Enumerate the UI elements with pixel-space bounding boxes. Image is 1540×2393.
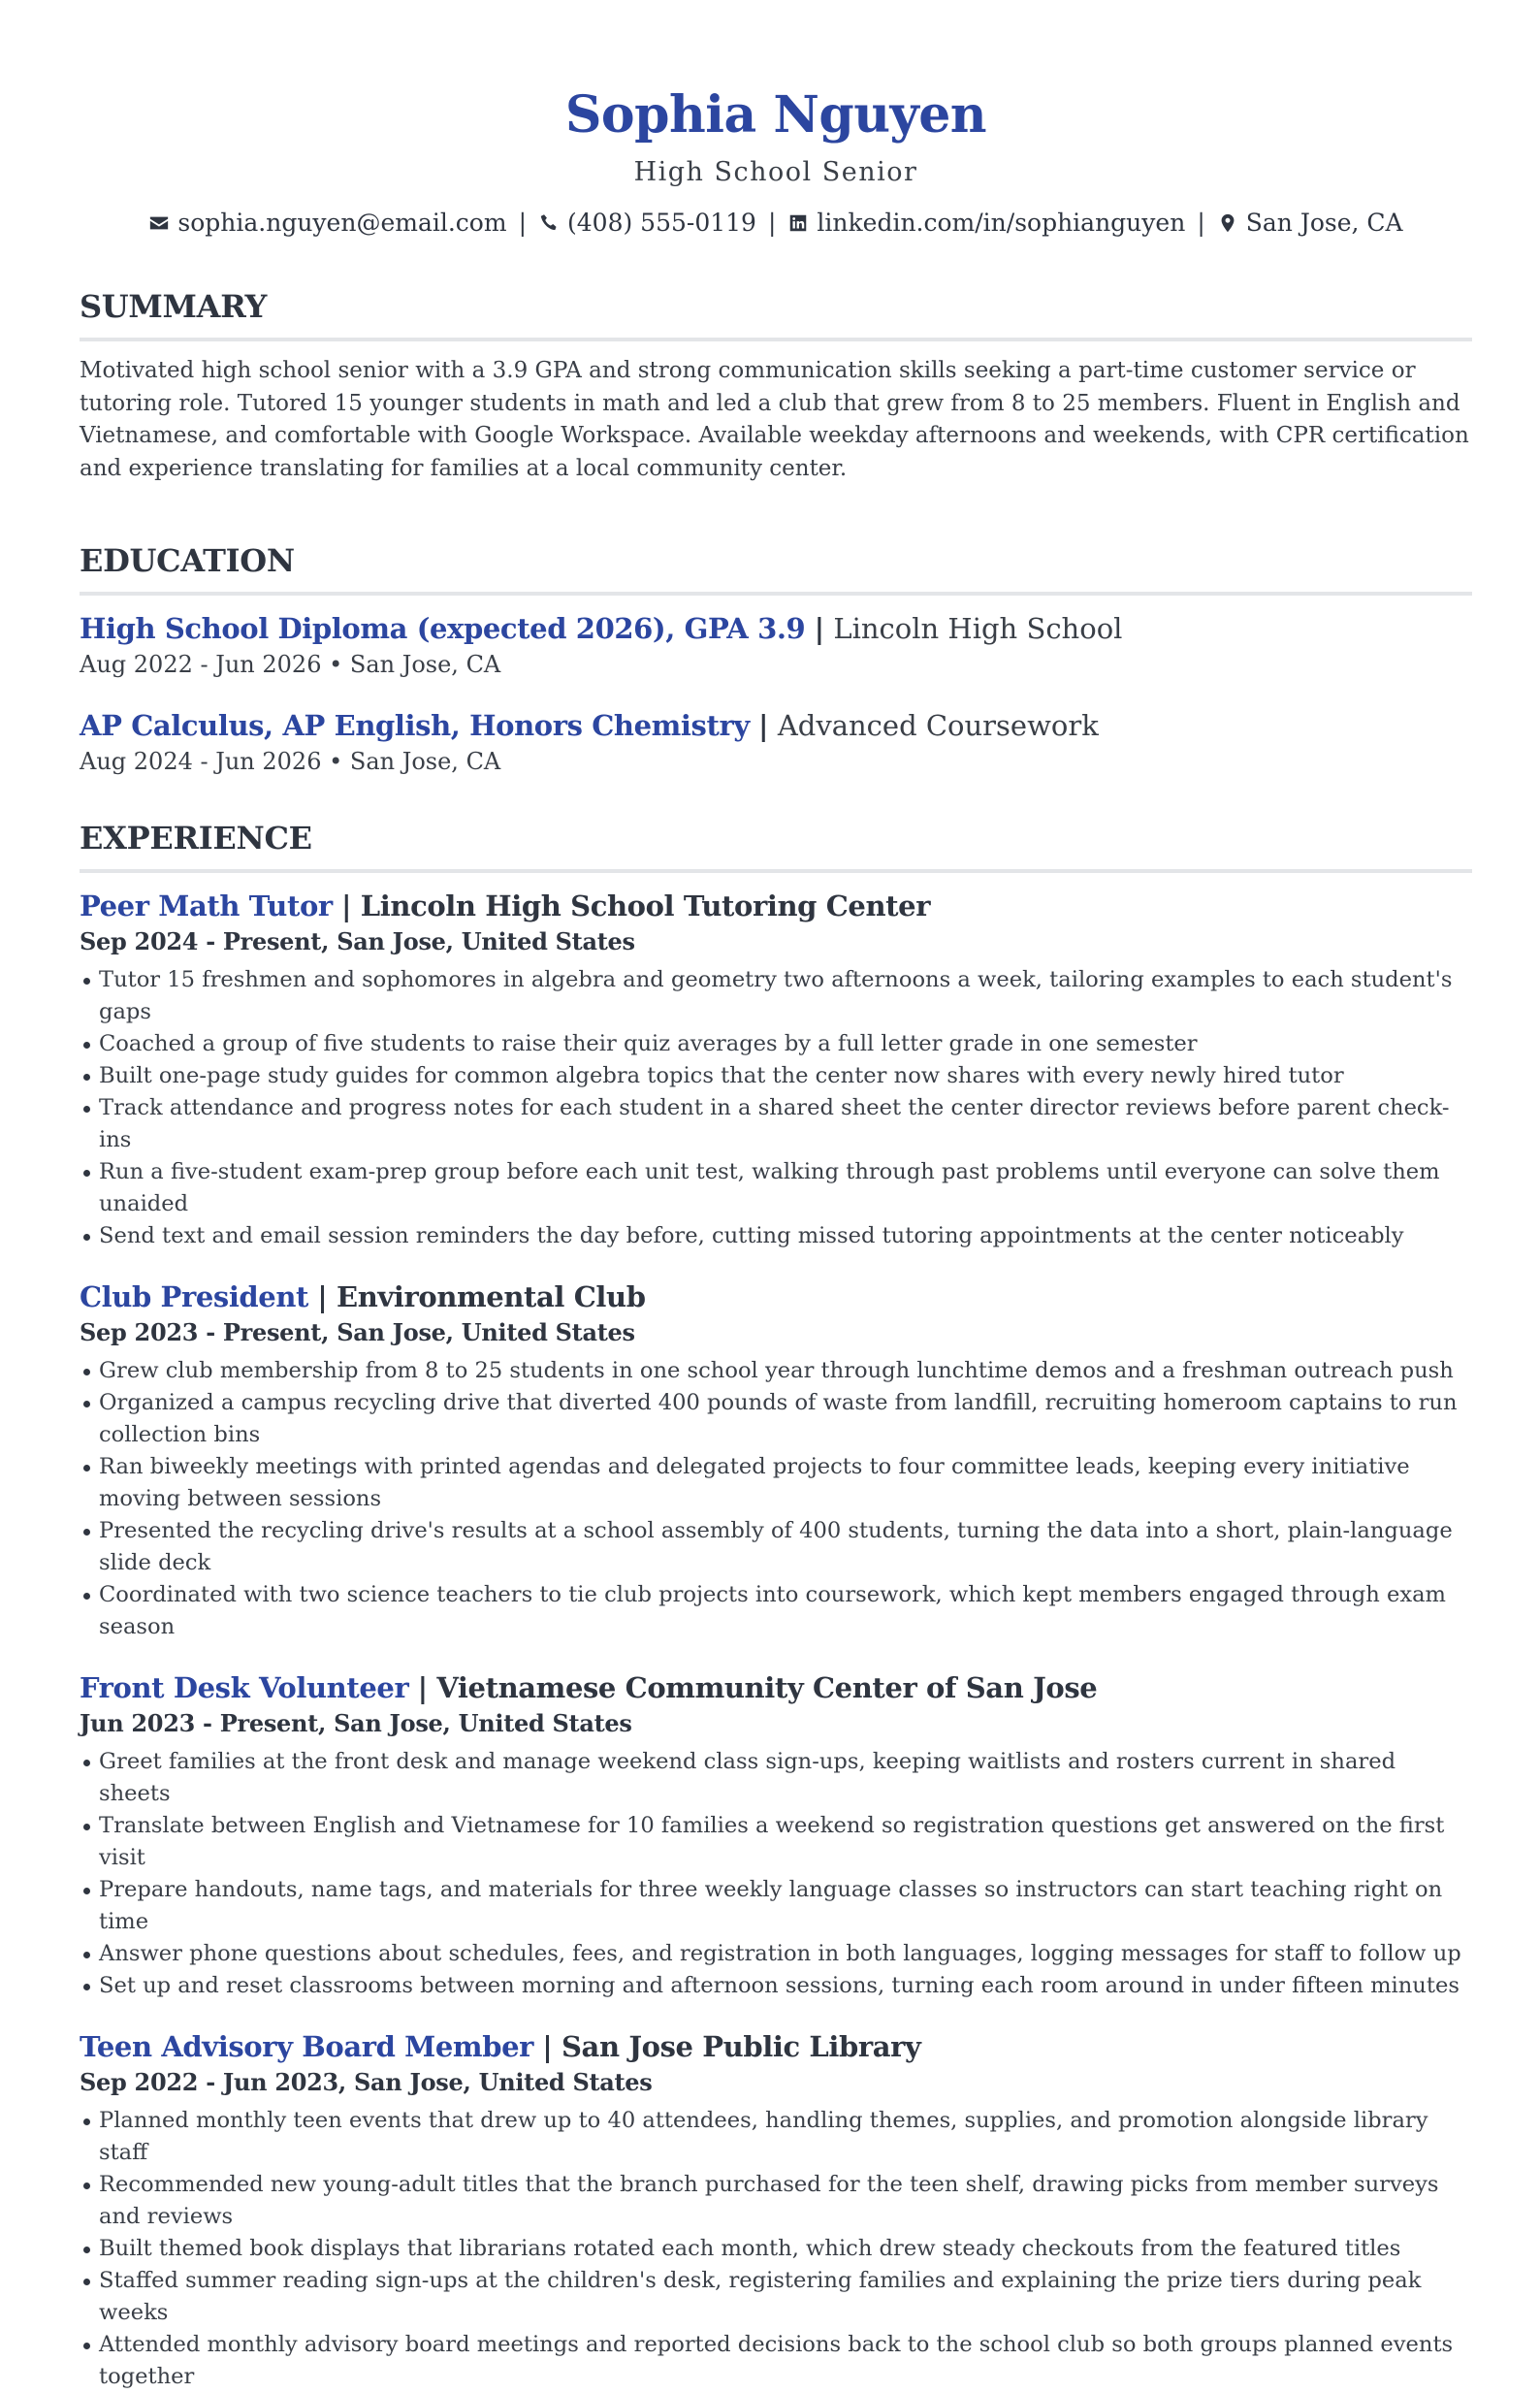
job-organization: Environmental Club: [337, 1280, 646, 1313]
list-item: Answer phone questions about schedules, fees, and registration in both languages, logging messages for staff to follow up: [99, 1938, 1472, 1970]
contact-phone-text: (408) 555-0119: [567, 209, 756, 237]
job-meta: Jun 2023 - Present, San Jose, United States: [80, 1709, 632, 1737]
title-separator: |: [542, 2030, 553, 2063]
job-bullets: [80, 1746, 1472, 2002]
contact-email[interactable]: [148, 206, 506, 241]
job-organization: Lincoln High School Tutoring Center: [360, 889, 931, 922]
contact-separator: |: [518, 209, 527, 237]
contact-phone[interactable]: [538, 206, 756, 241]
education-meta: Aug 2022 - Jun 2026 • San Jose, CA: [80, 651, 501, 678]
summary-text: Motivated high school senior with a 3.9 GPA and strong communication skills seeking a part-time customer service or tutoring role. Tutored 15 younger students in math and led a club that grew from 8 to 25 members. Fluent in English and Vietnamese, and comfortable with Google Workspace. Available weekday afternoons and weekends, with CPR certification and experience translating for families at a local community center.: [80, 358, 1469, 481]
experience-item: [80, 887, 1472, 1252]
phone-icon: [538, 212, 560, 234]
section-title-summary: SUMMARY: [80, 285, 1472, 341]
job-role: Front Desk Volunteer: [80, 1671, 409, 1704]
job-organization: San Jose Public Library: [561, 2030, 921, 2063]
experience-item: [80, 1668, 1472, 2002]
section-title-experience: EXPERIENCE: [80, 817, 1472, 873]
contact-linkedin[interactable]: [787, 206, 1185, 241]
list-item: Ran biweekly meetings with printed agendas and delegated projects to four committee leads, keeping every initiative moving between sessions: [99, 1451, 1472, 1515]
list-item: Prepare handouts, name tags, and materials for three weekly language classes so instructors can start teaching right on time: [99, 1874, 1472, 1938]
summary-section: [80, 285, 1472, 485]
list-item: Coached a group of five students to raise their quiz averages by a full letter grade in one semester: [99, 1028, 1472, 1060]
resume-header: [80, 0, 1472, 241]
job-meta: Sep 2024 - Present, San Jose, United States: [80, 927, 635, 955]
list-item: Grew club membership from 8 to 25 students in one school year through lunchtime demos and a freshman outreach push: [99, 1355, 1472, 1387]
list-item: Translate between English and Vietnamese for 10 families a weekend so registration questions get answered on the first visit: [99, 1810, 1472, 1874]
list-item: Set up and reset classrooms between morning and afternoon sessions, turning each room around in under fifteen minutes: [99, 1970, 1472, 2002]
map-pin-icon: [1217, 212, 1238, 234]
list-item: Organized a campus recycling drive that diverted 400 pounds of waste from landfill, recruiting homeroom captains to run collection bins: [99, 1387, 1472, 1451]
contact-line: [80, 206, 1472, 241]
experience-item: [80, 2027, 1472, 2393]
list-item: Attended monthly advisory board meetings and reported decisions back to the school club so both groups planned events together: [99, 2329, 1472, 2393]
title-separator: |: [814, 612, 825, 645]
job-meta: Sep 2022 - Jun 2023, San Jose, United States: [80, 2068, 653, 2096]
title-separator: |: [341, 889, 352, 922]
education-item: [80, 609, 1472, 681]
job-role: Club President: [80, 1280, 309, 1313]
job-bullets: [80, 964, 1472, 1252]
education-school: Advanced Coursework: [777, 709, 1099, 742]
list-item: Staffed summer reading sign-ups at the children's desk, registering families and explaining the prize tiers during peak weeks: [99, 2265, 1472, 2329]
envelope-icon: [148, 212, 170, 234]
experience-section: [80, 817, 1472, 2393]
contact-location: [1217, 206, 1403, 241]
job-role: Teen Advisory Board Member: [80, 2030, 534, 2063]
job-bullets: [80, 1355, 1472, 1643]
candidate-name: Sophia Nguyen: [564, 85, 987, 145]
list-item: Greet families at the front desk and manage weekend class sign-ups, keeping waitlists and rosters current in shared sheets: [99, 1746, 1472, 1810]
list-item: Coordinated with two science teachers to tie club projects into coursework, which kept members engaged through exam season: [99, 1579, 1472, 1643]
list-item: Track attendance and progress notes for each student in a shared sheet the center director reviews before parent check-ins: [99, 1092, 1472, 1156]
contact-separator: |: [767, 209, 777, 237]
list-item: Recommended new young-adult titles that the branch purchased for the teen shelf, drawing picks from member surveys and reviews: [99, 2169, 1472, 2233]
education-section: [80, 539, 1472, 778]
contact-linkedin-text: linkedin.com/in/sophianguyen: [817, 209, 1186, 237]
title-separator: |: [317, 1280, 328, 1313]
title-separator: |: [758, 709, 769, 742]
job-meta: Sep 2023 - Present, San Jose, United States: [80, 1318, 635, 1346]
list-item: Built one-page study guides for common algebra topics that the center now shares with every newly hired tutor: [99, 1060, 1472, 1092]
education-item: [80, 706, 1472, 778]
education-meta: Aug 2024 - Jun 2026 • San Jose, CA: [80, 748, 501, 775]
list-item: Built themed book displays that librarians rotated each month, which drew steady checkouts from the featured titles: [99, 2233, 1472, 2265]
list-item: Tutor 15 freshmen and sophomores in algebra and geometry two afternoons a week, tailoring examples to each student's gaps: [99, 964, 1472, 1028]
job-role: Peer Math Tutor: [80, 889, 333, 922]
education-degree: High School Diploma (expected 2026), GPA 3.9: [80, 612, 806, 645]
education-degree: AP Calculus, AP English, Honors Chemistry: [80, 709, 750, 742]
list-item: Send text and email session reminders the day before, cutting missed tutoring appointments at the center noticeably: [99, 1220, 1472, 1252]
candidate-headline: High School Senior: [633, 157, 918, 187]
contact-location-text: San Jose, CA: [1245, 209, 1403, 237]
list-item: Presented the recycling drive's results at a school assembly of 400 students, turning the data into a short, plain-language slide deck: [99, 1515, 1472, 1579]
contact-separator: |: [1197, 209, 1205, 237]
education-school: Lincoln High School: [833, 612, 1123, 645]
linkedin-icon: [787, 212, 809, 234]
list-item: Planned monthly teen events that drew up to 40 attendees, handling themes, supplies, and promotion alongside library staff: [99, 2105, 1472, 2169]
job-bullets: [80, 2105, 1472, 2393]
section-title-education: EDUCATION: [80, 539, 1472, 596]
title-separator: |: [417, 1671, 429, 1704]
experience-item: [80, 1277, 1472, 1643]
job-organization: Vietnamese Community Center of San Jose: [436, 1671, 1098, 1704]
list-item: Run a five-student exam-prep group before each unit test, walking through past problems until everyone can solve them unaided: [99, 1156, 1472, 1220]
contact-email-text: sophia.nguyen@email.com: [177, 209, 507, 237]
